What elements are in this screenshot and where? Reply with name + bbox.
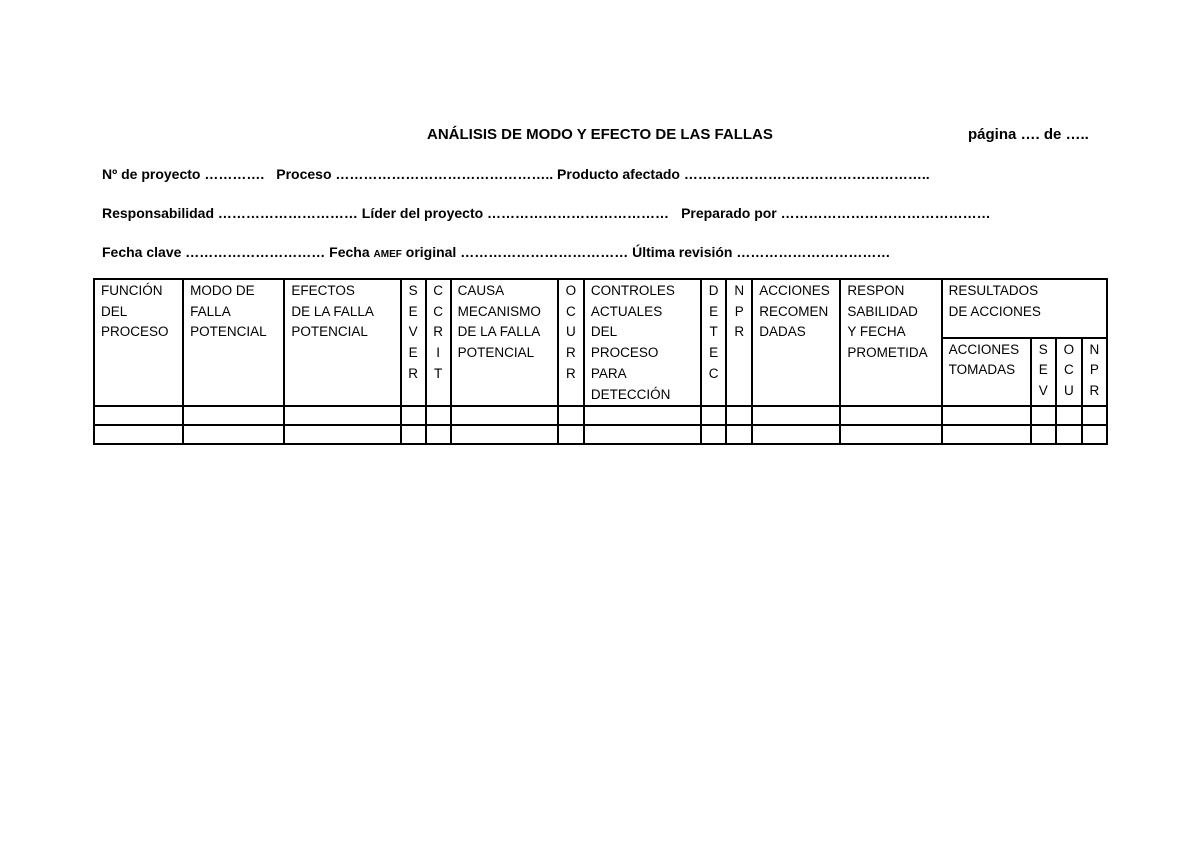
table-cell[interactable] xyxy=(726,406,752,425)
table-cell[interactable] xyxy=(426,425,451,444)
table-cell[interactable] xyxy=(94,425,183,444)
project-number-field[interactable]: Nº de proyecto …………. xyxy=(102,166,265,182)
table-cell[interactable] xyxy=(840,425,941,444)
table-cell[interactable] xyxy=(558,425,584,444)
process-product-field[interactable]: Proceso ……………………………………….. Producto afectado …………………………………………….. xyxy=(276,166,930,182)
page-number-label: página …. de ….. xyxy=(968,126,1089,143)
table-cell[interactable] xyxy=(752,425,840,444)
prepared-by-field[interactable]: Preparado por ……………………………………… xyxy=(681,205,991,221)
responsibility-line xyxy=(102,205,991,221)
document-title: ANÁLISIS DE MODO Y EFECTO DE LAS FALLAS xyxy=(427,126,773,143)
table-cell[interactable] xyxy=(284,425,400,444)
table-cell[interactable] xyxy=(726,425,752,444)
table-cell[interactable] xyxy=(1056,406,1082,425)
table-cell[interactable] xyxy=(1082,406,1107,425)
table-cell[interactable] xyxy=(284,406,400,425)
header-modo-falla: MODO DE FALLA POTENCIAL xyxy=(183,279,284,406)
table-cell[interactable] xyxy=(1031,425,1056,444)
table-cell[interactable] xyxy=(701,406,726,425)
table-cell[interactable] xyxy=(701,425,726,444)
table-cell[interactable] xyxy=(558,406,584,425)
amef-table xyxy=(93,278,1108,445)
table-cell[interactable] xyxy=(752,406,840,425)
table-cell[interactable] xyxy=(451,425,558,444)
table-cell[interactable] xyxy=(401,406,426,425)
table-cell[interactable] xyxy=(942,406,1031,425)
header-severidad: S E V E R xyxy=(401,279,426,406)
table-cell[interactable] xyxy=(840,406,941,425)
project-info-line xyxy=(102,166,930,182)
header-acciones-recomendadas: ACCIONES RECOMEN DADAS xyxy=(752,279,840,406)
header-npr-result: N P R xyxy=(1082,338,1107,407)
header-causa: CAUSA MECANISMO DE LA FALLA POTENCIAL xyxy=(451,279,558,406)
header-deteccion: D E T E C xyxy=(701,279,726,406)
table-cell[interactable] xyxy=(94,406,183,425)
header-npr: N P R xyxy=(726,279,752,406)
table-cell[interactable] xyxy=(584,406,701,425)
header-responsabilidad: RESPON SABILIDAD Y FECHA PROMETIDA xyxy=(840,279,941,406)
table-cell[interactable] xyxy=(584,425,701,444)
key-date-field[interactable]: Fecha clave ………………………… Fecha xyxy=(102,244,370,260)
table-row xyxy=(94,406,1107,425)
header-resultados: RESULTADOS DE ACCIONES xyxy=(942,279,1107,338)
table-cell[interactable] xyxy=(1031,406,1056,425)
table-cell[interactable] xyxy=(942,425,1031,444)
header-acciones-tomadas: ACCIONES TOMADAS xyxy=(942,338,1031,407)
table-cell[interactable] xyxy=(426,406,451,425)
amef-abbrev: AMEF xyxy=(373,249,402,260)
header-sev: S E V xyxy=(1031,338,1056,407)
table-row xyxy=(94,425,1107,444)
header-funcion: FUNCIÓN DEL PROCESO xyxy=(94,279,183,406)
table-cell[interactable] xyxy=(183,406,284,425)
table-cell[interactable] xyxy=(183,425,284,444)
responsibility-leader-field[interactable]: Responsabilidad ………………………… Líder del proyecto ………………………………… xyxy=(102,205,670,221)
table-cell[interactable] xyxy=(1056,425,1082,444)
header-ccrit: C C R I T xyxy=(426,279,451,406)
header-ocu: O C U xyxy=(1056,338,1082,407)
table-cell[interactable] xyxy=(451,406,558,425)
table-cell[interactable] xyxy=(1082,425,1107,444)
original-date-revision-field[interactable]: original ……………………………… Última revisión …………………………… xyxy=(405,244,891,260)
header-ocurrencia: O C U R R xyxy=(558,279,584,406)
header-efectos: EFECTOS DE LA FALLA POTENCIAL xyxy=(284,279,400,406)
dates-line xyxy=(102,244,890,260)
header-controles: CONTROLES ACTUALES DEL PROCESO PARA DETECCIÓN xyxy=(584,279,701,406)
table-cell[interactable] xyxy=(401,425,426,444)
